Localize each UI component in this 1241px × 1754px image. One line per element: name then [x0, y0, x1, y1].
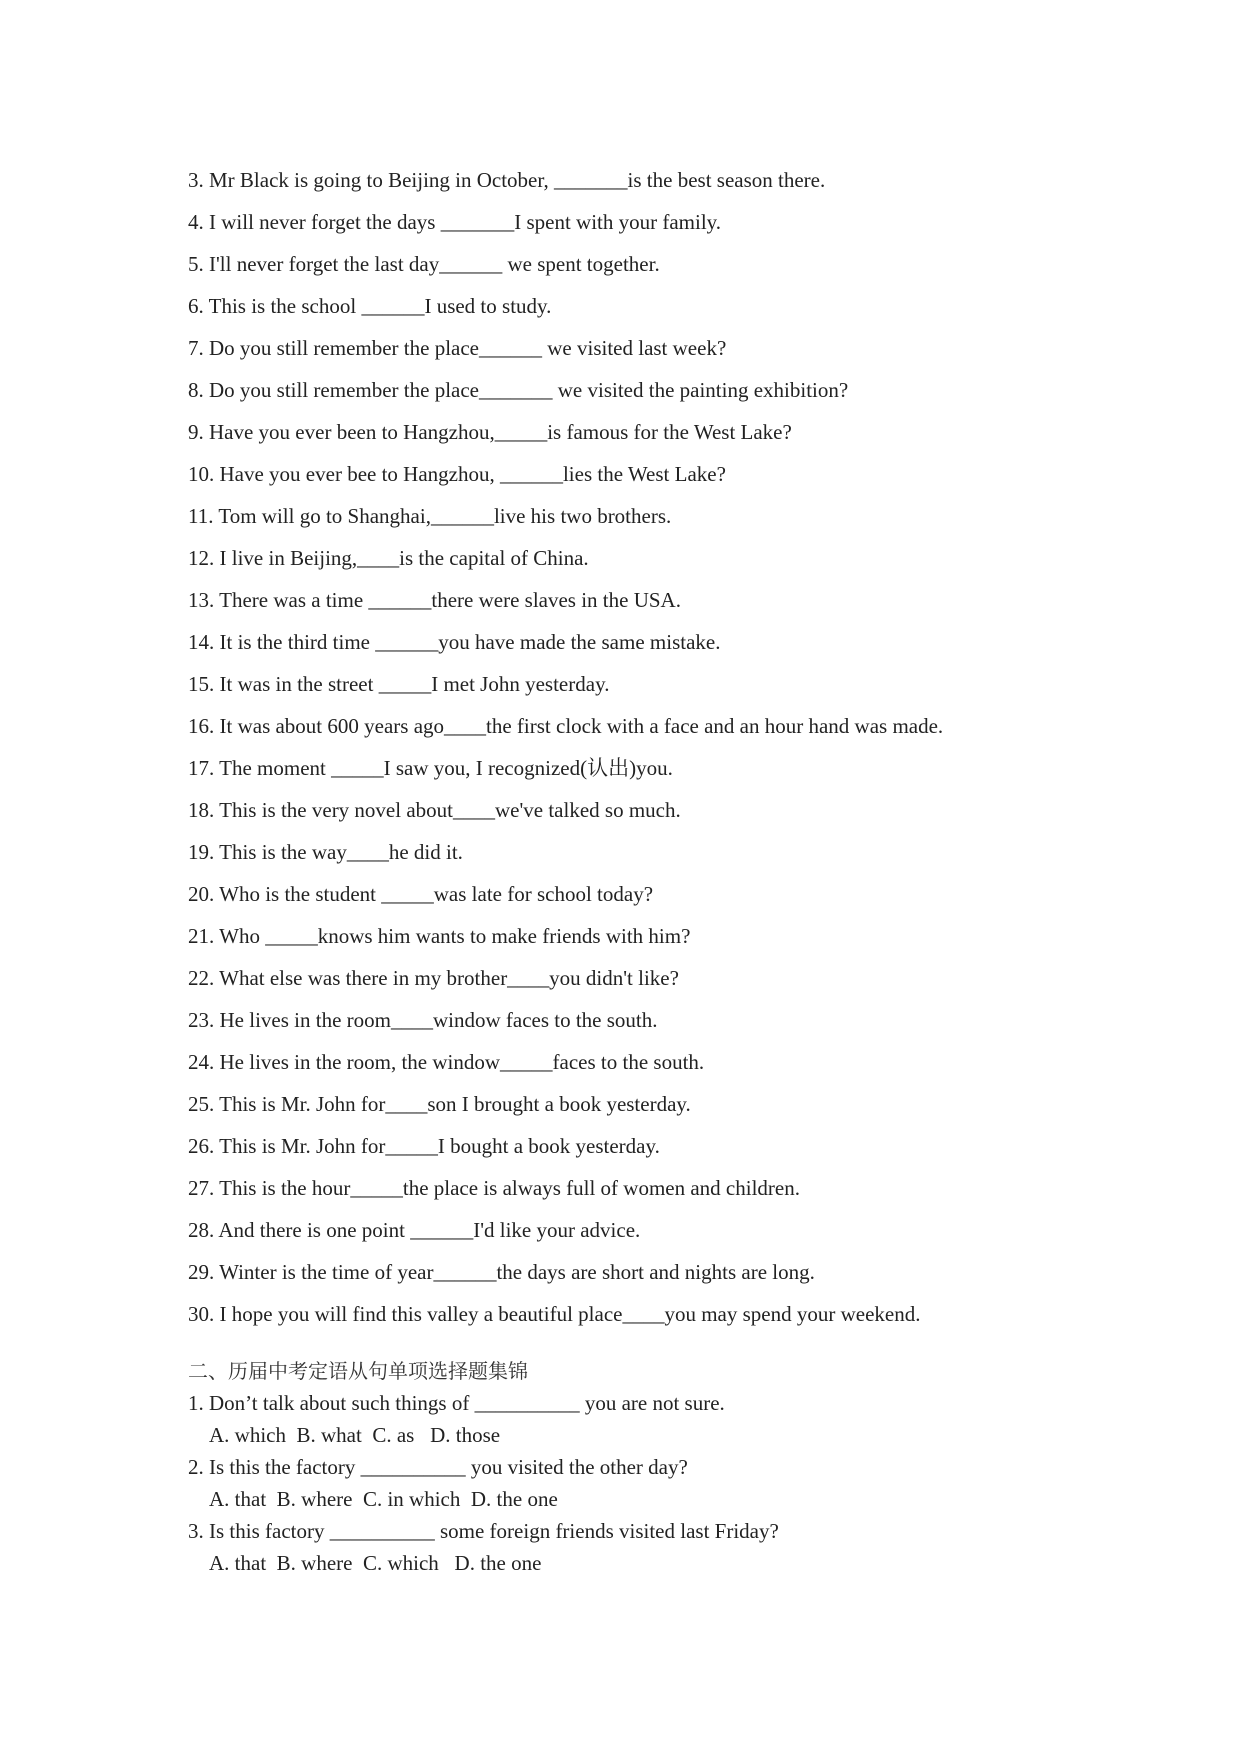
question-24: 24. He lives in the room, the window_____faces to the south. [188, 1050, 705, 1074]
question-26: 26. This is Mr. John for_____I bought a book yesterday. [188, 1134, 660, 1158]
question-29: 29. Winter is the time of year______the days are short and nights are long. [188, 1260, 815, 1284]
question-20: 20. Who is the student _____was late for school today? [188, 882, 654, 906]
question-21: 21. Who _____knows him wants to make friends with him? [188, 924, 691, 948]
question-10: 10. Have you ever bee to Hangzhou, ______lies the West Lake? [188, 462, 726, 486]
question-15: 15. It was in the street _____I met John yesterday. [188, 672, 610, 696]
question-13: 13. There was a time ______there were slaves in the USA. [188, 588, 681, 612]
question-16: 16. It was about 600 years ago____the first clock with a face and an hour hand was made. [188, 714, 944, 738]
question-19: 19. This is the way____he did it. [188, 840, 463, 864]
question-30: 30. I hope you will find this valley a beautiful place____you may spend your weekend. [188, 1302, 921, 1326]
question-6: 6. This is the school ______I used to study. [188, 294, 552, 318]
question-18: 18. This is the very novel about____we've talked so much. [188, 798, 681, 822]
mc-question-3: 3. Is this factory __________ some foreign friends visited last Friday? [188, 1519, 779, 1543]
question-27: 27. This is the hour_____the place is always full of women and children. [188, 1176, 800, 1200]
question-9: 9. Have you ever been to Hangzhou,_____is famous for the West Lake? [188, 420, 792, 444]
question-17: 17. The moment _____I saw you, I recognized(认出)you. [188, 756, 673, 780]
question-25: 25. This is Mr. John for____son I brought a book yesterday. [188, 1092, 691, 1116]
question-11: 11. Tom will go to Shanghai,______live his two brothers. [188, 504, 672, 528]
mc-question-1: 1. Don’t talk about such things of __________ you are not sure. [188, 1391, 725, 1415]
section-heading: 二、历届中考定语从句单项选择题集锦 [188, 1359, 528, 1383]
question-23: 23. He lives in the room____window faces to the south. [188, 1008, 658, 1032]
question-7: 7. Do you still remember the place______ we visited last week? [188, 336, 727, 360]
question-14: 14. It is the third time ______you have made the same mistake. [188, 630, 721, 654]
worksheet-content [188, 159, 1088, 1579]
mc-options-2: A. that B. where C. in which D. the one [209, 1487, 558, 1511]
mc-question-2: 2. Is this the factory __________ you visited the other day? [188, 1455, 688, 1479]
question-4: 4. I will never forget the days _______I spent with your family. [188, 210, 722, 234]
mc-options-1: A. which B. what C. as D. those [209, 1423, 501, 1447]
question-8: 8. Do you still remember the place_______ we visited the painting exhibition? [188, 378, 849, 402]
question-22: 22. What else was there in my brother____you didn't like? [188, 966, 679, 990]
mc-options-3: A. that B. where C. which D. the one [209, 1551, 542, 1575]
question-3: 3. Mr Black is going to Beijing in October, _______is the best season there. [188, 168, 826, 192]
question-12: 12. I live in Beijing,____is the capital of China. [188, 546, 589, 570]
question-28: 28. And there is one point ______I'd like your advice. [188, 1218, 641, 1242]
question-5: 5. I'll never forget the last day______ we spent together. [188, 252, 660, 276]
